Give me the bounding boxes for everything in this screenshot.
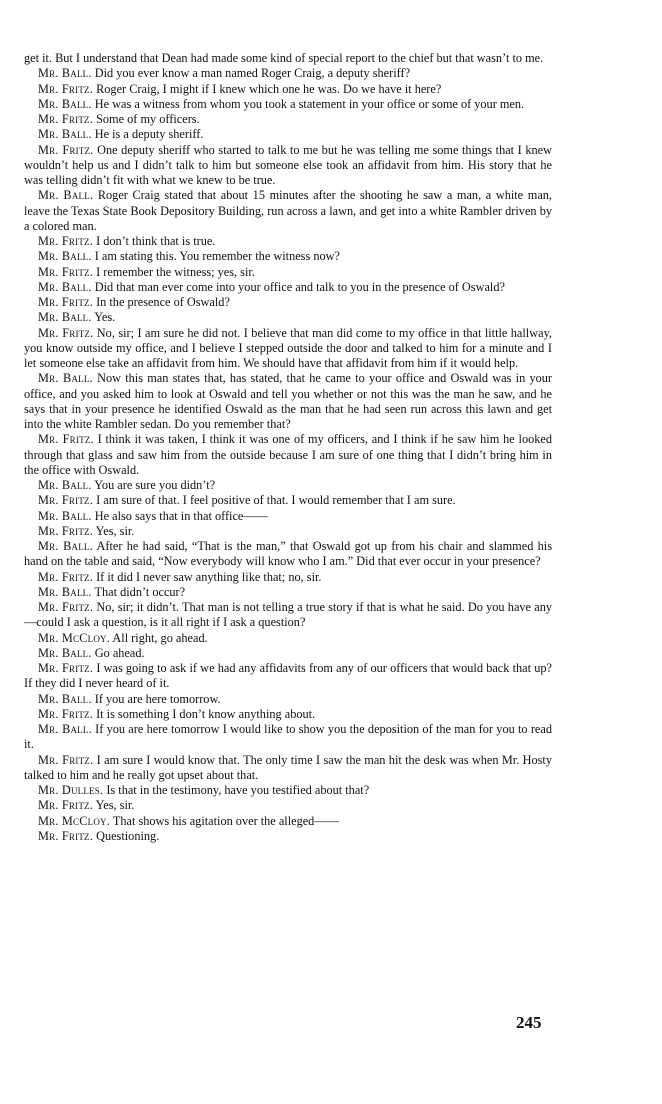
speaker-name: Mr. Fritz. xyxy=(38,325,94,340)
transcript-paragraph xyxy=(24,127,552,142)
speech-text: It is something I don’t know anything about. xyxy=(93,706,316,721)
speaker-name: Mr. Dulles. xyxy=(38,783,104,797)
transcript-paragraph xyxy=(24,310,552,325)
transcript-body xyxy=(24,51,552,844)
transcript-paragraph xyxy=(24,51,552,66)
speech-text: Roger Craig stated that about 15 minutes after the shooting he saw a man, a white man, leave the Texas State Book Depository Building, run across a lawn, and get into a white Rambler driven by a colored man. xyxy=(24,188,552,233)
transcript-paragraph xyxy=(24,829,552,844)
speech-text: Questioning. xyxy=(93,828,160,843)
transcript-paragraph xyxy=(24,432,552,478)
transcript-paragraph xyxy=(24,783,552,798)
speech-text: I was going to ask if we had any affidavits from any of our officers that would back that up? If they did I never heard of it. xyxy=(24,661,552,691)
speech-text: No, sir; it didn’t. That man is not telling a true story if that is what he said. Do you have any—could I ask a question, is it all right if I ask a question? xyxy=(24,600,553,630)
speech-text: I don’t think that is true. xyxy=(93,234,216,248)
speaker-name: Mr. Ball. xyxy=(38,539,93,553)
speaker-name: Mr. Fritz. xyxy=(38,523,93,538)
speaker-name: Mr. Ball. xyxy=(38,127,92,142)
speaker-name: Mr. Fritz. xyxy=(38,661,94,675)
speaker-name: Mr. Fritz. xyxy=(38,828,93,843)
transcript-paragraph xyxy=(24,753,552,784)
transcript-paragraph xyxy=(24,722,552,753)
speech-text: Yes. xyxy=(91,310,116,325)
speaker-name: Mr. Ball. xyxy=(38,249,92,264)
speaker-name: Mr. Ball. xyxy=(38,279,92,294)
speech-text: He was a witness from whom you took a statement in your office or some of your men. xyxy=(91,96,525,111)
speech-text: Did you ever know a man named Roger Craig, a deputy sheriff? xyxy=(91,66,411,81)
speaker-name: Mr. Fritz. xyxy=(38,798,93,813)
speech-text: That didn’t occur? xyxy=(91,584,186,599)
transcript-paragraph xyxy=(24,493,552,508)
transcript-paragraph xyxy=(24,82,552,97)
speech-text: I am sure I would know that. The only time I saw the man hit the desk was when Mr. Hosty talked to him and he really got upset about that. xyxy=(24,752,552,782)
speaker-name: Mr. Fritz. xyxy=(38,81,93,96)
speaker-name: Mr. Ball. xyxy=(38,584,92,599)
speaker-name: Mr. Fritz. xyxy=(38,706,93,721)
speech-text: All right, go ahead. xyxy=(110,630,208,645)
speech-text: I think it was taken, I think it was one of my officers, and I think if he saw him he looked through that glass and saw him from the outside because I am sure of one thing that I didn’t bring him in the office with Oswald. xyxy=(24,432,552,477)
speech-text: In the presence of Oswald? xyxy=(93,295,230,309)
speaker-name: Mr. Ball. xyxy=(38,96,92,111)
transcript-paragraph xyxy=(24,524,552,539)
speech-text: Is that in the testimony, have you testified about that? xyxy=(103,783,370,797)
speech-text: Go ahead. xyxy=(91,645,145,660)
speaker-name: Mr. McCloy. xyxy=(38,630,110,645)
transcript-paragraph xyxy=(24,570,552,585)
speaker-name: Mr. Fritz. xyxy=(38,432,94,447)
transcript-paragraph xyxy=(24,478,552,493)
speaker-name: Mr. Ball. xyxy=(38,478,92,492)
transcript-paragraph xyxy=(24,371,552,432)
speaker-name: Mr. Ball. xyxy=(38,691,92,706)
transcript-paragraph xyxy=(24,295,552,310)
transcript-paragraph xyxy=(24,112,552,127)
speaker-name: Mr. Ball. xyxy=(38,508,92,523)
transcript-paragraph xyxy=(24,143,552,189)
speech-text: No, sir; I am sure he did not. I believe that man did come to my office in that little hallway, you know outside my office, and I believe I stepped outside the door and talked to him for a minute and I let someone else take an affidavit from him. We should have that affidavit from him if it would help. xyxy=(24,325,552,370)
speech-text: Roger Craig, I might if I knew which one he was. Do we have it here? xyxy=(93,81,442,96)
transcript-paragraph xyxy=(24,280,552,295)
speech-text: get it. But I understand that Dean had made some kind of special report to the chief but that wasn’t to me. xyxy=(24,51,544,65)
speech-text: Yes, sir. xyxy=(93,798,135,813)
speaker-name: Mr. Fritz. xyxy=(38,112,93,126)
transcript-paragraph xyxy=(24,600,552,631)
transcript-paragraph xyxy=(24,661,552,692)
speech-text: If you are here tomorrow I would like to show you the deposition of the man for you to read it. xyxy=(24,722,552,752)
transcript-paragraph xyxy=(24,814,552,829)
speaker-name: Mr. Fritz. xyxy=(38,569,93,584)
transcript-paragraph xyxy=(24,97,552,112)
speaker-name: Mr. Fritz. xyxy=(38,600,94,614)
speaker-name: Mr. Ball. xyxy=(38,310,92,325)
speaker-name: Mr. Fritz. xyxy=(38,752,94,767)
transcript-paragraph xyxy=(24,646,552,661)
transcript-paragraph xyxy=(24,188,552,234)
speech-text: I am sure of that. I feel positive of that. I would remember that I am sure. xyxy=(93,493,456,508)
speech-text: You are sure you didn’t? xyxy=(91,478,216,492)
speaker-name: Mr. McCloy. xyxy=(38,813,110,828)
speaker-name: Mr. Fritz. xyxy=(38,234,93,248)
speaker-name: Mr. Fritz. xyxy=(38,295,93,309)
transcript-paragraph xyxy=(24,631,552,646)
speech-text: He is a deputy sheriff. xyxy=(91,127,204,142)
speech-text: That shows his agitation over the alleged—— xyxy=(110,813,339,828)
transcript-paragraph xyxy=(24,707,552,722)
transcript-paragraph xyxy=(24,585,552,600)
transcript-paragraph xyxy=(24,326,552,372)
speaker-name: Mr. Fritz. xyxy=(38,493,93,508)
speech-text: I am stating this. You remember the witness now? xyxy=(91,249,340,264)
speaker-name: Mr. Ball. xyxy=(38,722,92,736)
speaker-name: Mr. Ball. xyxy=(38,66,92,81)
speaker-name: Mr. Fritz. xyxy=(38,264,93,279)
speaker-name: Mr. Ball. xyxy=(38,188,94,203)
page-number: 245 xyxy=(516,1013,542,1032)
transcript-paragraph xyxy=(24,66,552,81)
speech-text: Some of my officers. xyxy=(93,112,200,126)
speaker-name: Mr. Ball. xyxy=(38,645,92,660)
speech-text: If it did I never saw anything like that; no, sir. xyxy=(93,569,322,584)
transcript-paragraph xyxy=(24,692,552,707)
speech-text: Yes, sir. xyxy=(93,523,135,538)
transcript-paragraph xyxy=(24,539,552,570)
speaker-name: Mr. Fritz. xyxy=(38,142,94,157)
transcript-paragraph xyxy=(24,798,552,813)
transcript-paragraph xyxy=(24,265,552,280)
speech-text: Now this man states that, has stated, that he came to your office and Oswald was in your office, and you asked him to look at Oswald and tell you whether or not this was the man he saw, and he says that in your presence he identified Oswald as the man that he had seen run across this lawn and get into the white Rambler sedan. Do you remember that? xyxy=(24,371,553,431)
speech-text: He also says that in that office—— xyxy=(91,508,268,523)
transcript-paragraph xyxy=(24,249,552,264)
speech-text: After he had said, “That is the man,” that Oswald got up from his chair and slammed his hand on the table and said, “Now everybody will know who I am.” Did that ever occur in your presence? xyxy=(24,539,553,569)
speech-text: One deputy sheriff who started to talk to me but he was telling me some things that I knew wouldn’t help us and I didn’t talk to him but someone else took an affidavit from him. His story that he was telling didn’t fit with what we knew to be true. xyxy=(24,142,552,187)
speech-text: If you are here tomorrow. xyxy=(91,691,221,706)
transcript-paragraph xyxy=(24,509,552,524)
transcript-paragraph xyxy=(24,234,552,249)
speaker-name: Mr. Ball. xyxy=(38,371,93,386)
speech-text: Did that man ever come into your office and talk to you in the presence of Oswald? xyxy=(91,279,505,294)
speech-text: I remember the witness; yes, sir. xyxy=(93,264,255,279)
